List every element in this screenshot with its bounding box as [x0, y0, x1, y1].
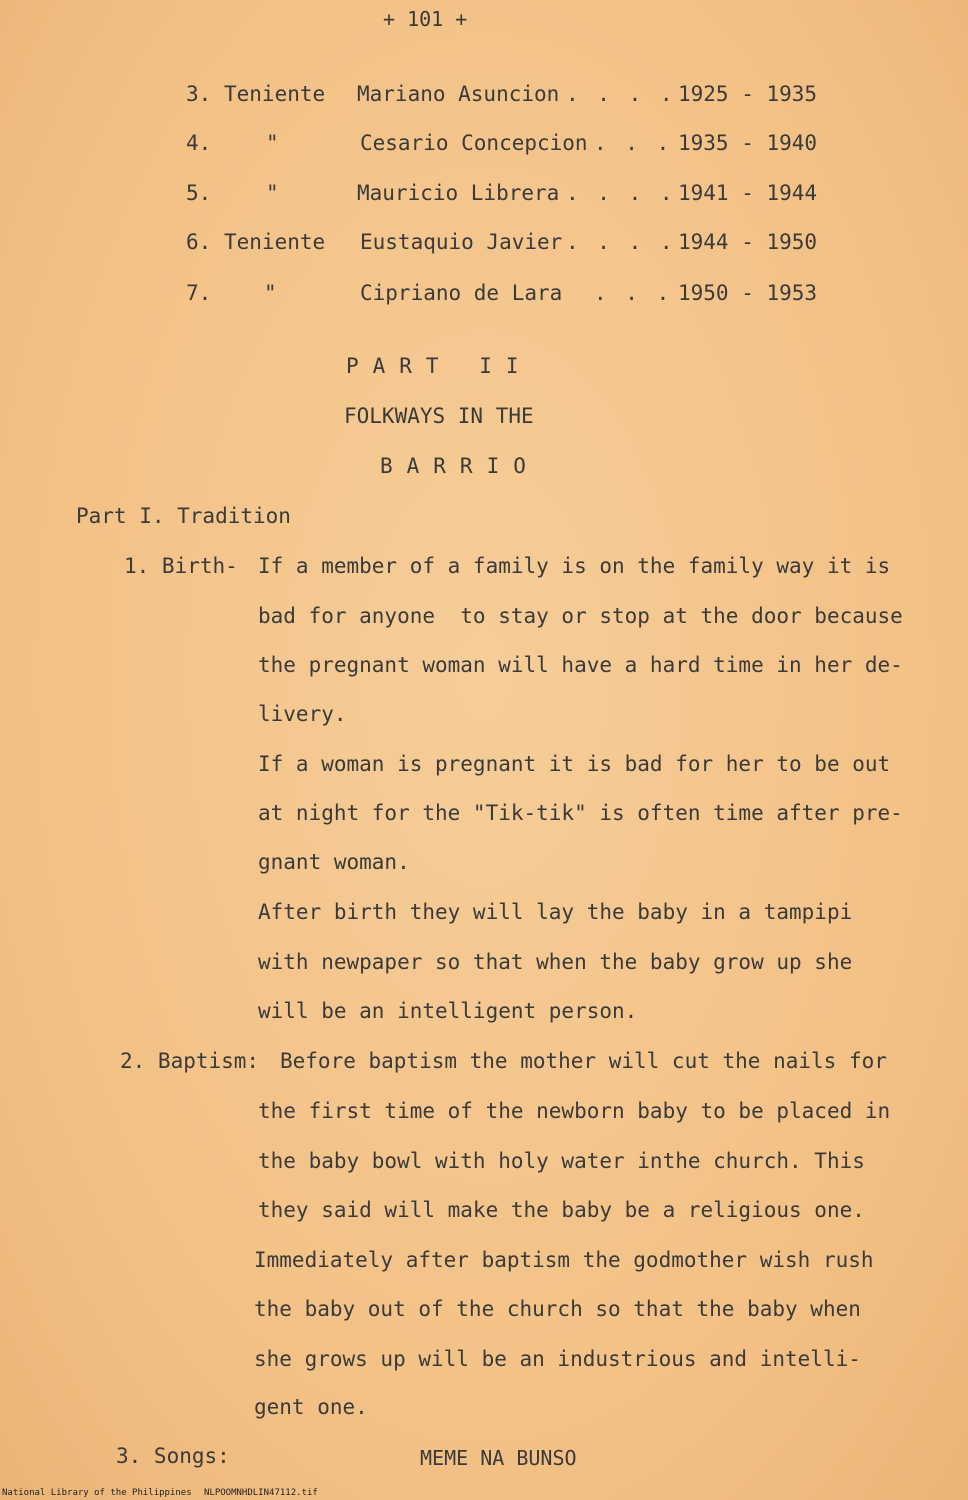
official-name: Cesario Concepcion — [360, 131, 588, 155]
leader-dots: . . . . — [566, 82, 676, 106]
birth-line: the pregnant woman will have a hard time in her de- — [258, 653, 903, 677]
official-name: Eustaquio Javier — [360, 230, 563, 254]
part-heading-line3: BARRIO — [380, 454, 540, 478]
footer-library: National Library of the Philippines — [2, 1488, 192, 1498]
birth-line: After birth they will lay the baby in a tampipi — [258, 900, 853, 924]
baptism-line: the baby bowl with holy water inthe church. This — [258, 1149, 865, 1173]
baptism-line: gent one. — [254, 1395, 368, 1419]
baptism-line: the baby out of the church so that the baby when — [254, 1297, 861, 1321]
official-rank: Teniente — [224, 82, 326, 106]
page-number: + 101 + — [383, 7, 468, 31]
official-rank: " — [264, 281, 277, 305]
baptism-line: they said will make the baby be a religious one. — [258, 1198, 865, 1222]
leader-dots: . . . . — [566, 230, 676, 254]
baptism-line: Immediately after baptism the godmother wish rush — [254, 1248, 874, 1272]
official-name: Mauricio Librera — [357, 181, 560, 205]
official-name: Cipriano de Lara — [360, 281, 563, 305]
term-years: 1944 - 1950 — [678, 230, 818, 254]
baptism-line: she grows up will be an industrious and intelli- — [254, 1347, 861, 1371]
leader-dots: . . . — [594, 131, 673, 155]
official-rank: " — [266, 131, 279, 155]
part-heading-line2: FOLKWAYS IN THE — [344, 404, 534, 428]
birth-line: at night for the "Tik-tik" is often time after pre- — [258, 801, 903, 825]
row-number: 6. — [186, 230, 212, 254]
term-years: 1950 - 1953 — [678, 281, 818, 305]
part-heading-line1: PART II — [346, 354, 533, 378]
song-title: MEME NA BUNSO — [420, 1446, 577, 1470]
birth-line: livery. — [258, 702, 347, 726]
term-years: 1935 - 1940 — [678, 131, 818, 155]
footer-filename: NLPOOMNHDLIN47112.tif — [204, 1488, 318, 1498]
baptism-line: Before baptism the mother will cut the nails for — [280, 1049, 887, 1073]
birth-line: with newpaper so that when the baby grow up she — [258, 950, 853, 974]
birth-line: If a woman is pregnant it is bad for her to be out — [258, 752, 891, 776]
row-number: 7. — [186, 281, 212, 305]
birth-line: bad for anyone to stay or stop at the door because — [258, 604, 903, 628]
official-rank: Teniente — [224, 230, 326, 254]
official-rank: " — [266, 181, 279, 205]
birth-line: gnant woman. — [258, 850, 410, 874]
birth-line: If a member of a family is on the family way it is — [258, 554, 891, 578]
row-number: 4. — [186, 131, 212, 155]
baptism-label: 2. Baptism: — [120, 1049, 260, 1073]
row-number: 5. — [186, 181, 212, 205]
term-years: 1925 - 1935 — [678, 82, 818, 106]
birth-label: 1. Birth- — [124, 554, 238, 578]
official-name: Mariano Asuncion — [357, 82, 560, 106]
songs-label: 3. Songs: — [116, 1444, 230, 1468]
term-years: 1941 - 1944 — [678, 181, 818, 205]
section-title: Part I. Tradition — [76, 504, 291, 528]
leader-dots: . . . — [594, 281, 673, 305]
row-number: 3. — [186, 82, 212, 106]
birth-line: will be an intelligent person. — [258, 999, 638, 1023]
leader-dots: . . . . — [566, 181, 676, 205]
baptism-line: the first time of the newborn baby to be placed in — [258, 1099, 891, 1123]
